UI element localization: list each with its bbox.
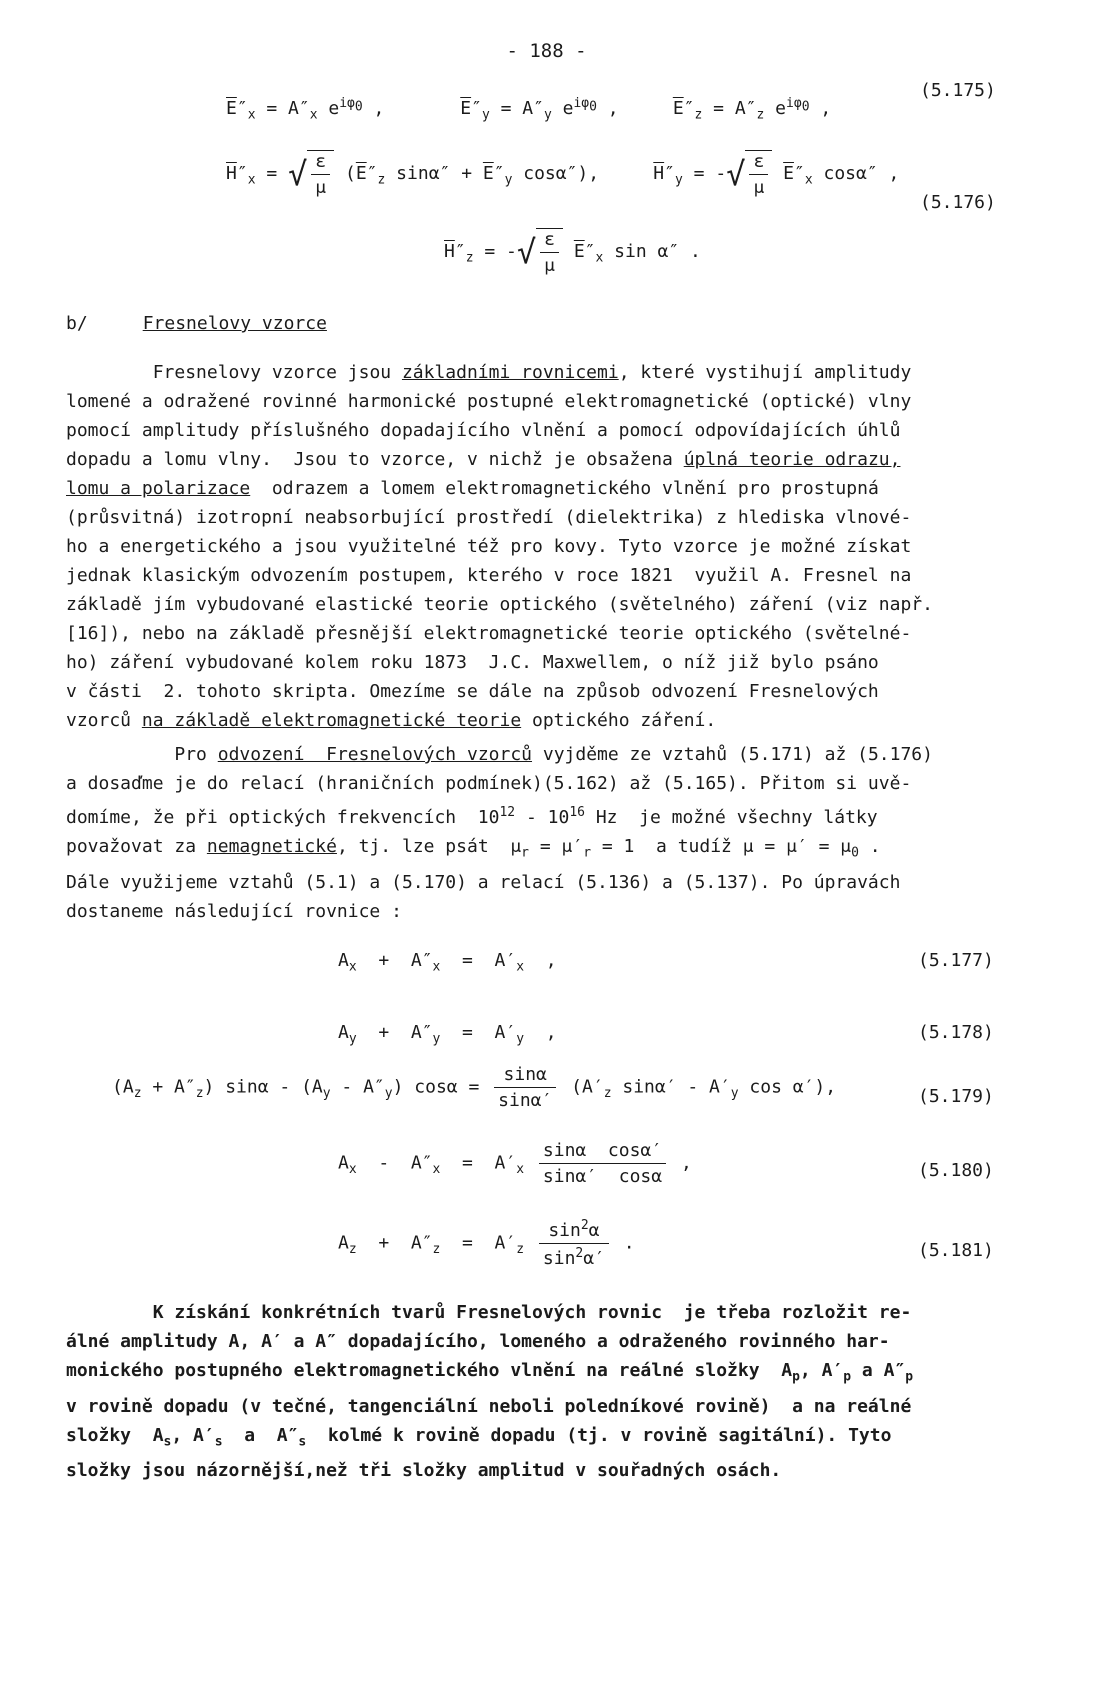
text-line: [16]), nebo na základě přesnější elektromagnetické teorie optického (světelné- — [66, 623, 912, 644]
paragraph-3 — [66, 1298, 1056, 1485]
text: monického postupného elektromagnetického vlnění na reálné složky A — [66, 1360, 793, 1381]
text: složky A — [66, 1424, 164, 1446]
text: = μ′ — [529, 836, 584, 857]
text: = 1 a tudíž μ = μ′ = μ — [591, 836, 852, 857]
subscript: p — [792, 1369, 800, 1385]
equation-number-5-177: (5.177) — [918, 950, 994, 971]
subscript: p — [905, 1369, 914, 1385]
text-line: a dosaďme je do relací (hraničních podmínek)(5.162) až (5.165). Přitom si uvě- — [66, 773, 912, 794]
text: K získání konkrétních tvarů Fresnelových rovnic je třeba rozložit re- — [152, 1302, 912, 1323]
text-line: Dále využijeme vztahů (5.1) a (5.170) a relací (5.136) a (5.137). Po úpravách — [66, 871, 901, 893]
subscript: r — [583, 845, 592, 861]
subscript: r — [521, 845, 529, 861]
subscript: s — [214, 1434, 223, 1450]
page-number: - 188 - — [506, 40, 587, 62]
underlined-text: odvození Fresnelových vzorců — [217, 744, 533, 765]
subscript: 0 — [851, 845, 859, 861]
equation-number-5-176: (5.176) — [920, 192, 996, 213]
underlined-text: základními rovnicemi — [401, 362, 619, 383]
equation-5-181: $A_z + A''_z = A'_z$ $\frac{\sin^2\alpha}{\sin^2\alpha'}$ . — [338, 1218, 635, 1269]
text-line: složky jsou názornější,než tři složky amplitud v souřadných osách. — [66, 1460, 782, 1482]
text-line: dostaneme následující rovnice : — [66, 900, 402, 922]
text: dopadu a lomu vlny. Jsou to vzorce, v nichž je obsažena — [66, 449, 684, 470]
underlined-text: nemagnetické — [206, 836, 337, 857]
text: Pro — [174, 744, 218, 765]
text: Fresnelovy vzorce jsou — [152, 362, 402, 383]
text-line: ho) záření vybudované kolem roku 1873 J.C. Maxwellem, o níž již bylo psáno — [66, 652, 879, 673]
text: odrazem a lomem elektromagnetického vlnění pro prostupná — [250, 478, 879, 499]
text-line: lomené a odražené rovinné harmonické postupné elektromagnetické (optické) vlny — [66, 391, 912, 412]
text: považovat za — [66, 836, 207, 857]
underlined-text: úplná teorie odrazu, — [683, 449, 901, 470]
section-title: Fresnelovy vzorce — [142, 313, 327, 334]
underlined-text: lomu a polarizace — [66, 478, 251, 499]
subscript: s — [298, 1434, 307, 1450]
text-line: pomocí amplitudy příslušného dopadajícího vlnění a pomocí odpovídajících úhlů — [66, 420, 901, 441]
text: domíme, že při optických frekvencích 10 — [66, 807, 500, 828]
text: , A′ — [799, 1360, 844, 1381]
text-line: álné amplitudy A, A′ a A″ dopadajícího, lomeného a odraženého rovinného har- — [66, 1331, 890, 1352]
equation-5-179: $(A_z + A''_z)$ sinα - $(A_y - A''_y) \cos\alpha$ = $\frac{\sin\alpha}{\sin\alpha'}$ ($A'_z$ $\sin\alpha' - A'_y$ cos α′), — [112, 1064, 837, 1111]
text-line: v části 2. tohoto skripta. Omezíme se dále na způsob odvození Fresnelových — [66, 681, 879, 702]
text: vyjděme ze vztahů (5.171) až (5.176) — [532, 744, 933, 765]
paragraph-2 — [66, 740, 1056, 926]
equation-5-175: $\overline{E}''_x = A''_x$ $e^{i\varphi_0}$ , $\overline{E}''_y = A''_y$ $e^{i\varphi_0}$ , $\overline{E}''_z = A''_z$ $e^{i\varphi_0}$ , — [226, 96, 832, 123]
text: optického záření. — [521, 710, 717, 731]
text: Hz je možné všechny látky — [584, 807, 878, 828]
text-line: jednak klasickým odvozením postupem, kterého v roce 1821 využil A. Fresnel na — [66, 565, 912, 586]
equation-5-176b: $\overline{H}''_z$ = -√ $\frac{\varepsilon}{\mu}$ $\overline{E}''_x$ sin α″ . — [444, 229, 701, 276]
paragraph-1 — [66, 358, 1056, 735]
equation-5-180: $A_x - A''_x = A'_x$ $\frac{\text{sinα cosα′}}{\sin\alpha' \cos\alpha}$ , — [338, 1140, 692, 1187]
section-heading — [66, 313, 327, 334]
equation-number-5-180: (5.180) — [918, 1160, 994, 1181]
section-label: b/ — [66, 313, 88, 334]
text-line: (průsvitná) izotropní neabsorbující prostředí (dielektrika) z hlediska vlnové- — [66, 507, 912, 528]
text: kolmé k rovině dopadu (tj. v rovině sagitální). Tyto — [306, 1424, 892, 1446]
underlined-text: na základě elektromagnetické teorie — [141, 710, 522, 731]
text: a A″ — [222, 1424, 299, 1446]
text-line: ho a energetického a jsou využitelné též pro kovy. Tyto vzorce je možné získat — [66, 536, 912, 557]
superscript: 12 — [499, 805, 516, 820]
equation-number-5-175: (5.175) — [920, 80, 996, 101]
text: , A′ — [171, 1424, 215, 1446]
text: - 10 — [515, 807, 570, 828]
equation-5-177: $A_x + A''_x = A'_x$ , — [338, 950, 557, 975]
superscript: 16 — [569, 805, 585, 820]
equation-number-5-179: (5.179) — [918, 1086, 994, 1107]
text: vzorců — [66, 710, 142, 731]
equation-number-5-178: (5.178) — [918, 1022, 994, 1043]
text: . — [858, 836, 881, 857]
equation-5-178: $A_y + A''_y = A'_y$ , — [338, 1022, 557, 1047]
subscript: p — [843, 1369, 852, 1385]
subscript: s — [163, 1434, 172, 1450]
text: , které vystihují amplitudy — [618, 362, 912, 383]
text: a A″ — [851, 1360, 906, 1381]
text-line: základě jím vybudované elastické teorie optického (světelného) záření (viz např. — [66, 594, 933, 615]
text-line: v rovině dopadu (v tečné, tangenciální neboli poledníkové rovině) a na reálné — [66, 1395, 912, 1417]
equation-5-176a: $\overline{H}''_x$ = √ $\frac{\varepsilon}{\mu}$ ($\overline{E}''_z$ $\sin\alpha'' + \overline{E}''_y$ cosα″), $\overline{H}''_y$ = -√ $\frac{\varepsilon}{\mu}$ $\overline{E}''_x$ cosα″ , — [226, 151, 900, 198]
equation-number-5-181: (5.181) — [918, 1240, 994, 1261]
text: , tj. lze psát μ — [336, 836, 522, 857]
